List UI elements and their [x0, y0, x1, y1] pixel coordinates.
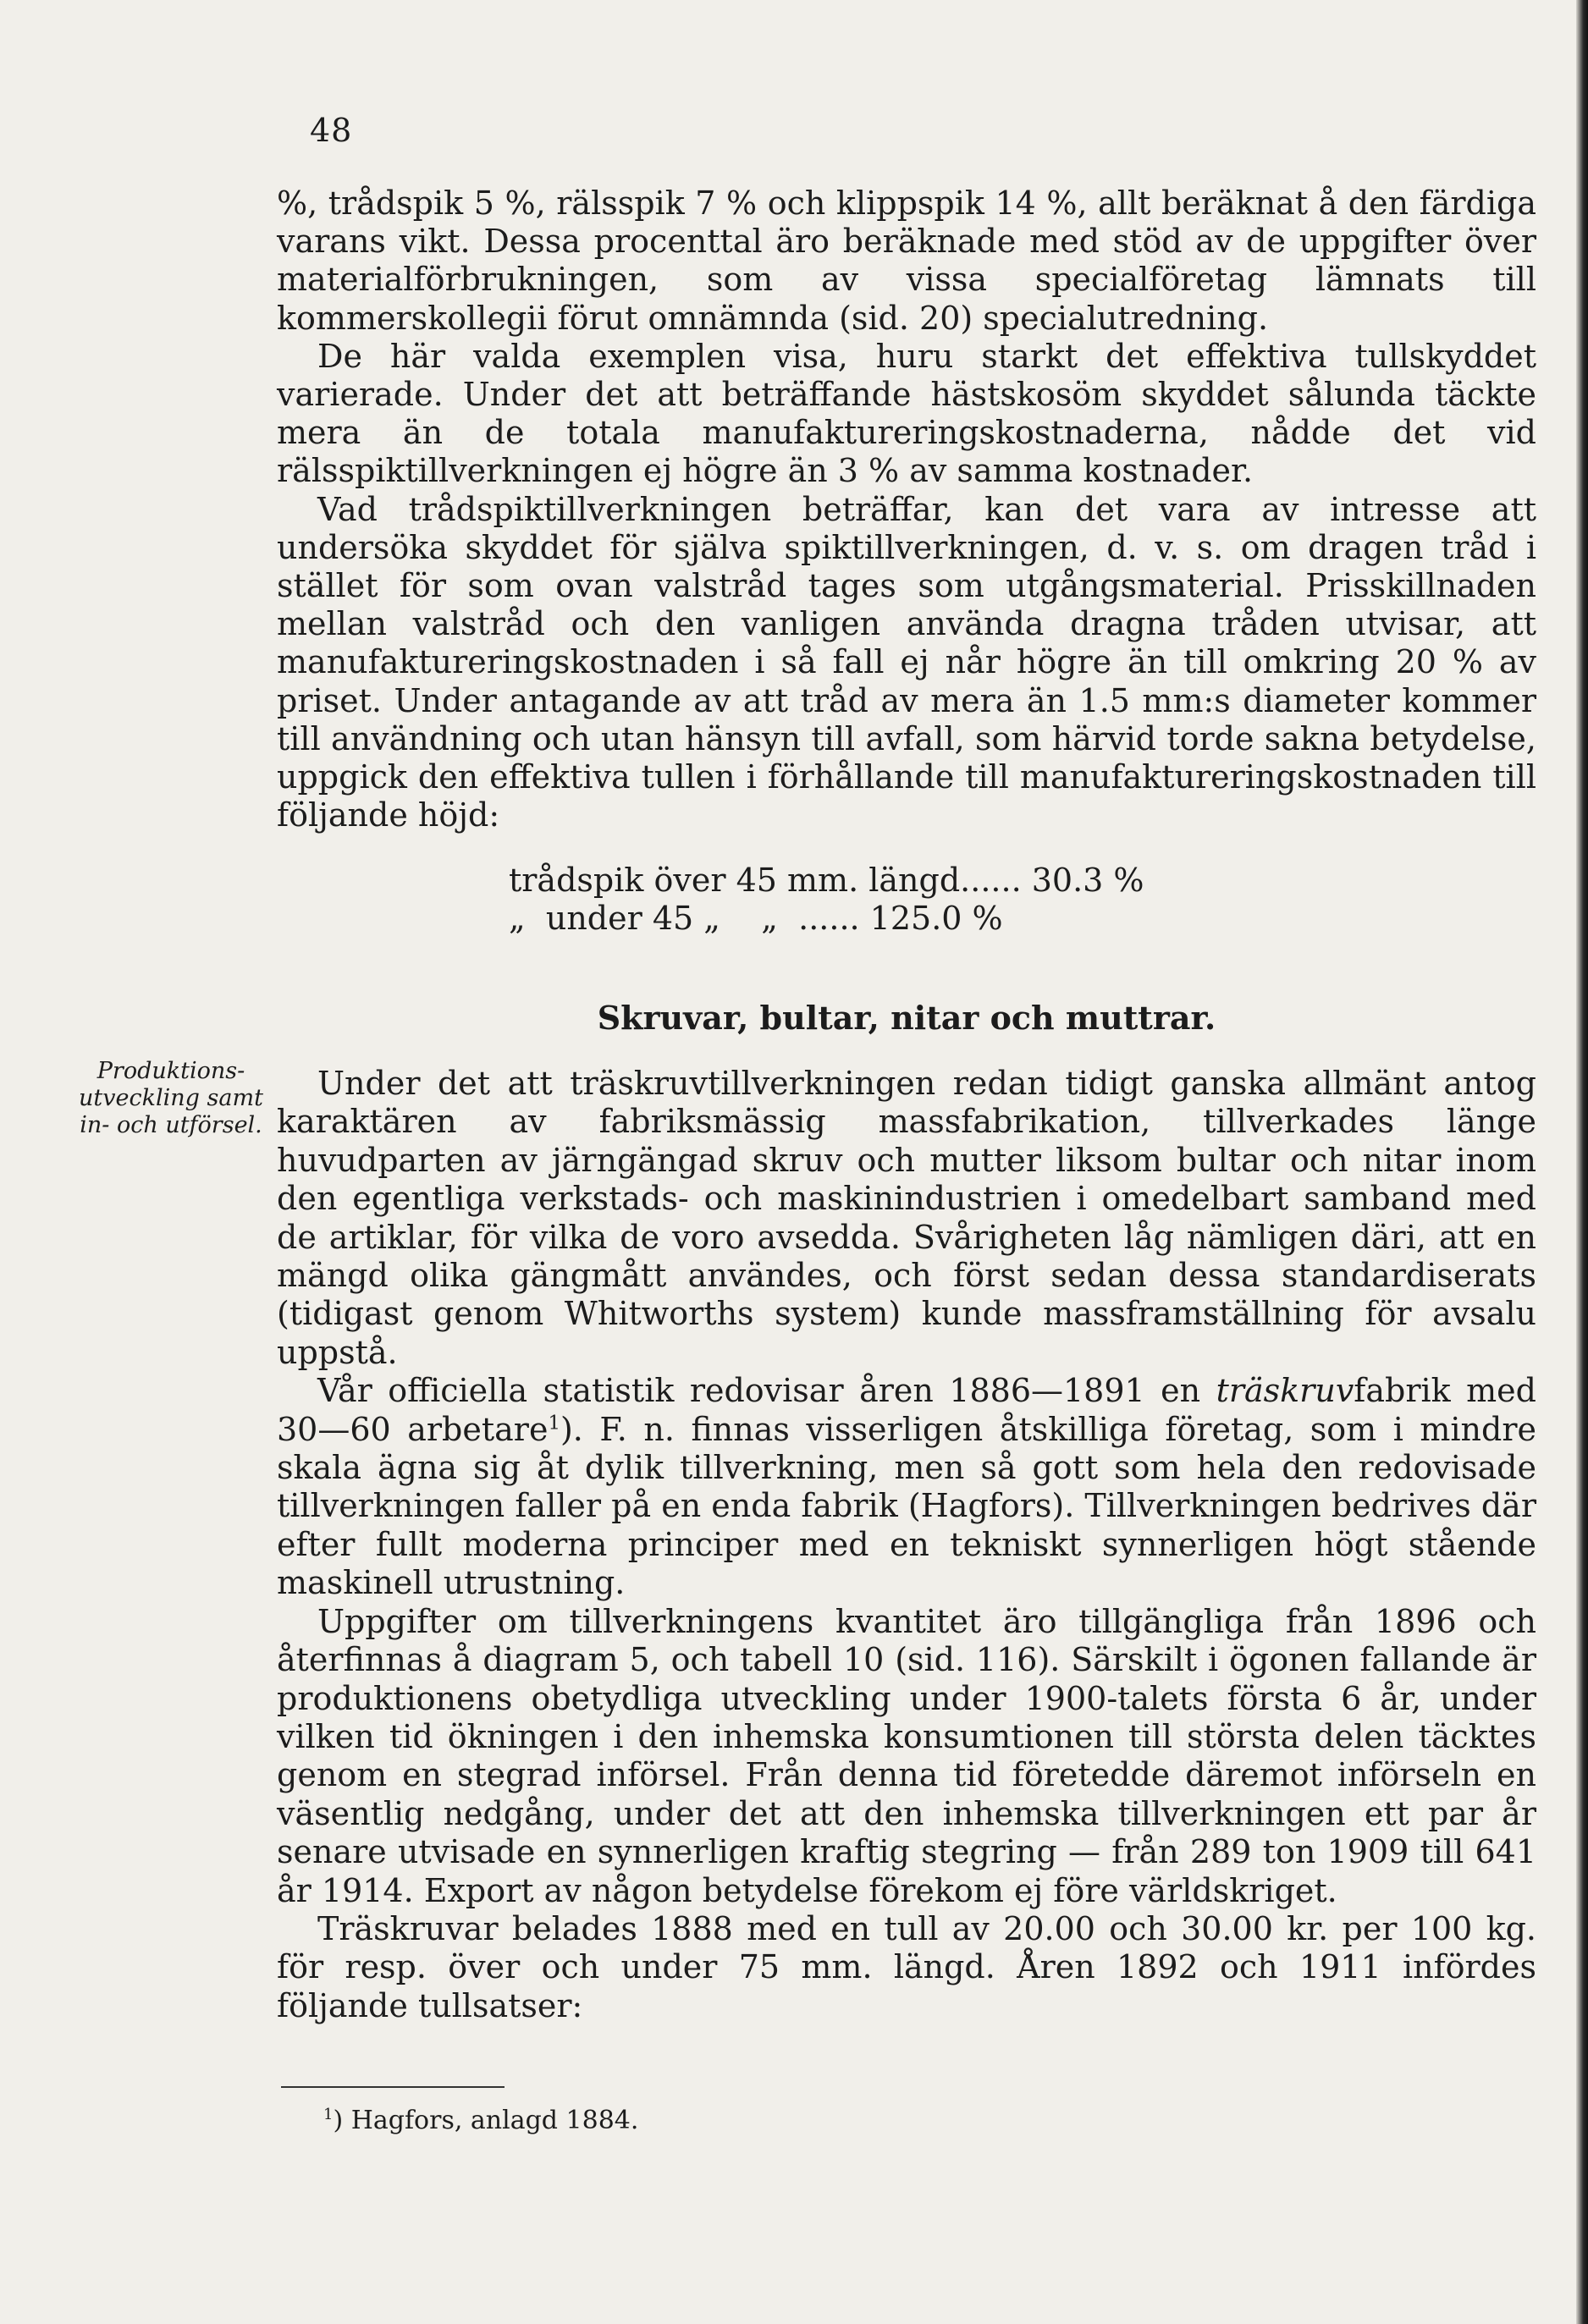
footnote-ref[interactable]: 1 — [548, 1412, 560, 1434]
paragraph-6: Uppgifter om tillverkningens kvantitet äro tillgängliga från 1896 och återfinnas å diagram 5, och tabell 10 (sid. 116). Särskilt i ögonen fallande är produktionens obetydliga utveckling under 1900-talets första 6 år, under vilken tid ökningen i den inhemska konsumtionen till största delen täcktes genom en stegrad införsel. Från denna tid företedde däremot införseln en väsentlig nedgång, under det att den inhemska tillverkningen ett par år senare utvisade en synnerligen kraftig stegring — från 289 ton 1909 till 641 år 1914. Export av någon betydelse förekom ej före världskriget. — [277, 1602, 1536, 1909]
paragraph-2: De här valda exemplen visa, huru starkt det effektiva tullskyddet varierade. Under det att beträffande hästskosöm skyddet sålunda täckte mera än de totala manufaktureringskostnaderna, nådde det vid rälsspiktillverkningen ej högre än 3 % av samma kostnader. — [277, 337, 1536, 490]
table-row: trådspik över 45 mm. längd...... 30.3 % — [509, 862, 1144, 899]
paragraph-5-start: Vår officiella statistik redovisar åren 1886—1891 en — [317, 1372, 1216, 1410]
footnote-divider — [281, 2086, 505, 2088]
section-heading: Skruvar, bultar, nitar och muttrar. — [597, 999, 1216, 1037]
paragraph-5-italic: träskruv — [1216, 1372, 1354, 1410]
paragraph-5 — [277, 1372, 1536, 1602]
page-number: 48 — [310, 112, 353, 149]
scan-edge — [1576, 0, 1588, 2324]
tariff-table — [509, 862, 1144, 938]
footnote — [323, 2106, 638, 2135]
paragraph-3: Vad trådspiktillverkningen beträffar, kan det vara av intresse att undersöka skyddet för själva spiktillverkningen, d. v. s. om dragen tråd i stället för som ovan valstråd tages som utgångsmaterial. Prisskillnaden mellan valstråd och den vanligen använda dragna tråden utvisar, att manufaktureringskostnaden i så fall ej når högre än till omkring 20 % av priset. Under antagande av att tråd av mera än 1.5 mm:s diameter kommer till användning och utan hänsyn till avfall, som härvid torde sakna betydelse, uppgick den effektiva tullen i förhållande till manufaktureringskostnaden till följande höjd: — [277, 490, 1536, 834]
paragraph-5-end: ). F. n. finnas visserligen åtskilliga företag, som i mindre skala ägna sig åt dylik tillverkning, men så gott som hela den redovisade tillverkningen faller på en enda fabrik (Hagfors). Tillverkningen bedrives där efter fullt moderna principer med en tekniskt synnerligen högt stående maskinell utrustning. — [277, 1410, 1536, 1602]
body-text-top — [277, 184, 1536, 834]
paragraph-4: Under det att träskruvtillverkningen redan tidigt ganska allmänt antog karaktären av fabriksmässig massfabrikation, tillverkades länge huvudparten av järngängad skruv och mutter liksom bultar och nitar inom den egentliga verkstads- och maskinindustrien i omedelbart samband med de artiklar, för vilka de voro avsedda. Svårigheten låg nämligen däri, att en mängd olika gängmått användes, och först sedan dessa standardiserats (tidigast genom Whitworths system) kunde massframställning för avsalu uppstå. — [277, 1065, 1536, 1371]
footnote-text: ) Hagfors, anlagd 1884. — [333, 2106, 639, 2135]
paragraph-7: Träskruvar belades 1888 med en tull av 20.00 och 30.00 kr. per 100 kg. för resp. över och under 75 mm. längd. Åren 1892 och 1911 infördes följande tullsatser: — [277, 1909, 1536, 2024]
margin-note: Produktions-utveckling samt in- och utförsel. — [79, 1058, 263, 1138]
table-row: „ under 45 „ „ ...... 125.0 % — [509, 900, 1003, 937]
body-text-section — [277, 1065, 1536, 2025]
footnote-mark: 1 — [323, 2106, 334, 2123]
paragraph-5-mid: fabrik med 30—60 arbetare — [277, 1372, 1536, 1448]
paragraph-1: %, trådspik 5 %, rälsspik 7 % och klippspik 14 %, allt beräknat å den färdiga varans vikt. Dessa procenttal äro beräknade med stöd av de uppgifter över materialförbrukningen, som av vissa specialföretag lämnats till kommerskollegii förut omnämnda (sid. 20) specialutredning. — [277, 184, 1536, 337]
